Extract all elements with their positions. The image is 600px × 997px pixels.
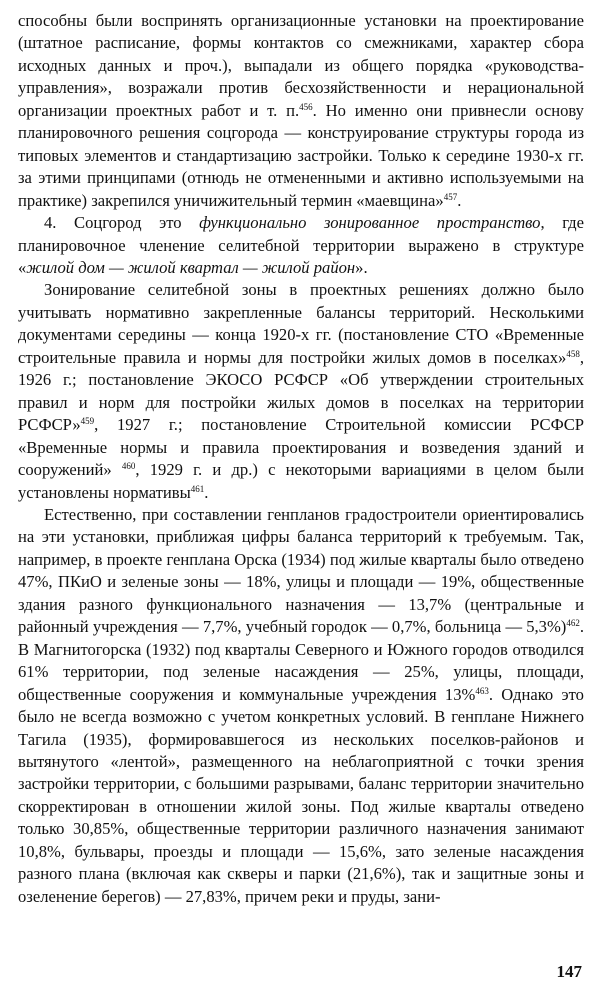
- emphasis-text: жилой дом — жилой квартал — жилой район: [26, 257, 356, 277]
- text-run: , 1927 г.; постановление Строительной комиссии РСФСР «Временные нормы и правила проектирования и возведения зданий и сооружений»: [18, 415, 584, 480]
- text-run: 4. Соцгород это: [44, 213, 200, 233]
- text-run: способны были воспринять организационные установки на проектирование (штатное расписание, формы контактов со смежниками, характер сбора исходных данных и проч.), выпадали из общего порядка «руководства-управления», возражали против бесхозяйственности и нерациональной организации проектных работ и т. п.: [18, 11, 584, 120]
- footnote-ref: 459: [80, 416, 95, 427]
- page-body: [18, 10, 584, 908]
- text-run: . Но именно они привнесли основу планировочного решения соцгорода — конструирование структуры города из типовых элементов и стандартизацию застройки. Только к середине 1930-х гг. за этими принципами (отнюдь не отмененными и активно используемыми на практике) закрепился уничижительный термин «маевщина»: [18, 100, 584, 210]
- footnote-ref: 458: [566, 348, 580, 359]
- footnote-ref: 462: [566, 618, 580, 629]
- text-run: Естественно, при составлении генпланов градостроители ориентировались на эти установки, приближая цифры баланса территорий к требуемым. Так, например, в проекте генплана Орска (1934) под жилые кварталы было отведено 47%, ПКиО и зеленые зоны — 18%, улицы и площади — 19%, общественные здания разного функционального назначения — 13,7% (центральные и районный учреждения — 7,7%, учебный городок — 0,7%, больница — 5,3%): [18, 504, 584, 637]
- text-run: . Однако это было не всегда возможно с учетом конкретных условий. В генплане Нижнего Тагила (1935), формировавшегося из нескольких поселков-районов и вытянутого «лентой», размещенного на неблагоприятной с точки зрения застройки территории, с большими разрывами, баланс территории значительно скорректирован в отношении жилой зоны. Под жилые кварталы отведено только 30,85%, общественные территории различного назначения занимают 10,8%, бульвары, проезды и площади — 15,6%, зато зеленые насаждения разного плана (включая как скверы и парки (21,6%), так и защитные зоны и озеленение берегов) — 27,83%, причем реки и пруды, зани-: [18, 684, 584, 906]
- footnote-ref: 463: [475, 685, 489, 696]
- footnote-ref: 456: [299, 101, 313, 112]
- text-run: .: [204, 482, 209, 502]
- emphasis-text: функционально зонированное пространство: [199, 213, 541, 233]
- paragraph-4: [18, 504, 584, 908]
- footnote-ref: 457: [443, 191, 458, 202]
- paragraph-3: [18, 279, 584, 504]
- text-run: , 1926 г.; постановление ЭКОСО РСФСР «Об утверждении строительных правил и норм для постройки жилых домов в поселках на территории РСФСР»: [18, 347, 584, 435]
- paragraph-1: [18, 10, 584, 212]
- text-run: . В Магнитогорска (1932) под кварталы Северного и Южного городов отводился 61% территории, под зеленые насаждения — 25%, улицы, площади, общественные сооружения и коммунальные учреждения 13%: [18, 617, 584, 704]
- text-run: ».: [355, 257, 368, 277]
- text-run: Зонирование селитебной зоны в проектных решениях должно было учитывать нормативно закрепленные балансы территорий. Несколькими документами середины — конца 1920-х гг. (постановление СТО «Временные строительные правила и нормы для постройки жилых домов в поселках»: [18, 280, 584, 367]
- text-run: , где планировочное членение селитебной территории выражено в структуре «: [18, 213, 584, 277]
- text-run: .: [457, 190, 462, 210]
- text-run: , 1929 г. и др.) с некоторыми вариациями в целом были установлены нормативы: [18, 460, 585, 502]
- paragraph-2: [18, 212, 584, 279]
- footnote-ref: 461: [190, 483, 205, 494]
- footnote-ref: 460: [121, 461, 136, 472]
- page-number: 147: [556, 962, 582, 981]
